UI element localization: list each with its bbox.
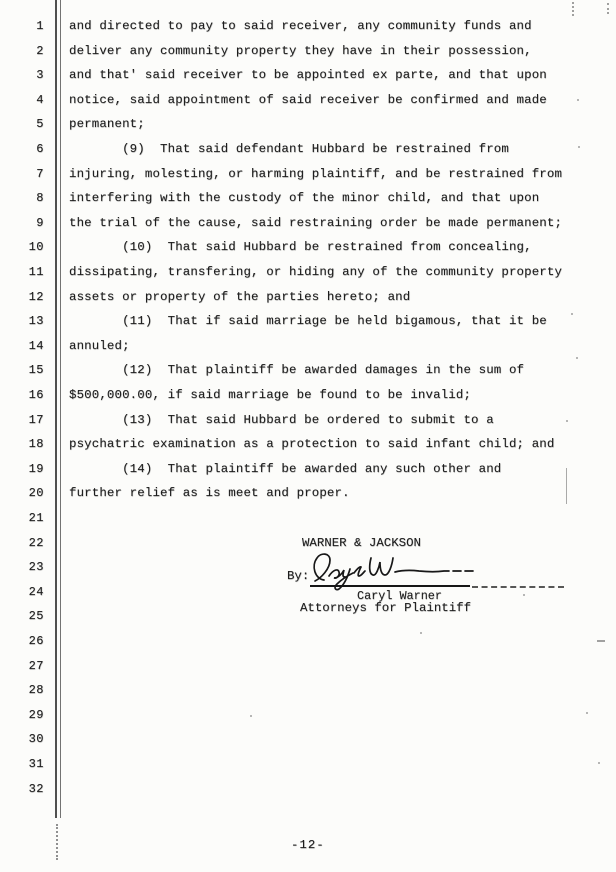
line-text: permanent; bbox=[69, 117, 145, 132]
line-text: and that' said receiver to be appointed ex parte, and that upon bbox=[69, 68, 547, 83]
line-number: 5 bbox=[36, 117, 44, 132]
line-number: 19 bbox=[28, 461, 44, 476]
line-number: 6 bbox=[36, 142, 44, 156]
line-number: 18 bbox=[28, 437, 44, 452]
document-line bbox=[0, 93, 616, 113]
document-line bbox=[0, 290, 616, 310]
document-line bbox=[0, 339, 616, 359]
document-line bbox=[0, 462, 616, 482]
line-text: (14) That plaintiff be awarded any such other and bbox=[69, 461, 502, 476]
line-text: injuring, molesting, or harming plaintiff, and be restrained from bbox=[69, 166, 563, 181]
scan-artifact bbox=[523, 594, 525, 596]
line-number: 20 bbox=[28, 486, 44, 501]
line-number: 25 bbox=[28, 609, 44, 624]
document-line bbox=[0, 683, 616, 703]
line-text: annuled; bbox=[69, 338, 130, 353]
line-number: 11 bbox=[28, 265, 44, 279]
line-text: assets or property of the parties hereto; and bbox=[69, 289, 411, 304]
law-firm-name: WARNER & JACKSON bbox=[302, 536, 421, 550]
margin-rule-tail bbox=[56, 824, 58, 860]
line-number: 27 bbox=[28, 658, 44, 673]
line-number: 10 bbox=[28, 240, 44, 255]
scan-artifact bbox=[566, 468, 567, 504]
scan-artifact bbox=[571, 313, 573, 315]
line-text: further relief as is meet and proper. bbox=[69, 486, 350, 501]
line-text: interfering with the custody of the minor child, and that upon bbox=[69, 191, 540, 206]
document-line bbox=[0, 44, 616, 64]
scan-artifact bbox=[420, 632, 422, 634]
document-line bbox=[0, 142, 616, 162]
line-number: 16 bbox=[28, 388, 44, 402]
page-number: -12- bbox=[291, 838, 325, 852]
line-text: psychatric examination as a protection to said infant child; and bbox=[69, 437, 555, 452]
line-number: 23 bbox=[28, 560, 44, 575]
line-number: 29 bbox=[28, 707, 44, 722]
line-number: 1 bbox=[36, 19, 44, 33]
line-text: (12) That plaintiff be awarded damages in the sum of bbox=[69, 363, 525, 378]
document-line bbox=[0, 757, 616, 777]
document-line bbox=[0, 413, 616, 433]
document-line bbox=[0, 191, 616, 211]
document-line bbox=[0, 388, 616, 408]
line-number: 21 bbox=[28, 511, 44, 525]
document-line bbox=[0, 363, 616, 383]
line-number: 17 bbox=[28, 412, 44, 427]
scan-artifact bbox=[577, 99, 579, 101]
line-text: $500,000.00, if said marriage be found to be invalid; bbox=[69, 388, 472, 402]
document-line bbox=[0, 314, 616, 334]
document-line bbox=[0, 634, 616, 654]
scan-artifact bbox=[597, 640, 605, 642]
typed-signatory-name: Caryl Warner bbox=[357, 589, 442, 603]
scan-artifact bbox=[576, 357, 578, 359]
document-line bbox=[0, 708, 616, 728]
document-line bbox=[0, 782, 616, 802]
document-line bbox=[0, 486, 616, 506]
line-number: 7 bbox=[36, 166, 44, 181]
document-line bbox=[0, 732, 616, 752]
by-label: By: bbox=[287, 569, 310, 583]
line-number: 32 bbox=[28, 781, 44, 796]
line-text: (13) That said Hubbard be ordered to submit to a bbox=[69, 412, 494, 427]
document-line bbox=[0, 117, 616, 137]
line-number: 14 bbox=[28, 338, 44, 353]
document-line bbox=[0, 437, 616, 457]
line-number: 9 bbox=[36, 215, 44, 230]
signature-line bbox=[310, 585, 470, 587]
line-number: 2 bbox=[36, 43, 44, 58]
line-number: 13 bbox=[28, 314, 44, 329]
scan-artifact bbox=[566, 420, 568, 422]
line-text: (10) That said Hubbard be restrained from concealing, bbox=[69, 240, 532, 255]
line-number: 30 bbox=[28, 732, 44, 747]
line-number: 8 bbox=[36, 191, 44, 206]
signature-line-dashed bbox=[472, 586, 564, 588]
line-number: 12 bbox=[28, 289, 44, 304]
line-text: deliver any community property they have in their possession, bbox=[69, 43, 532, 58]
line-number: 31 bbox=[28, 757, 44, 771]
line-number: 22 bbox=[28, 535, 44, 550]
document-line bbox=[0, 68, 616, 88]
line-number: 15 bbox=[28, 363, 44, 378]
scan-artifact bbox=[607, 3, 609, 14]
line-number: 3 bbox=[36, 68, 44, 83]
line-text: (11) That if said marriage be held bigamous, that it be bbox=[69, 314, 547, 329]
document-line bbox=[0, 240, 616, 260]
document-line bbox=[0, 167, 616, 187]
line-text: and directed to pay to said receiver, any community funds and bbox=[69, 19, 532, 33]
scan-artifact bbox=[586, 712, 588, 714]
scan-artifact bbox=[598, 762, 600, 764]
document-line bbox=[0, 511, 616, 531]
line-number: 28 bbox=[28, 683, 44, 698]
line-number: 4 bbox=[36, 92, 44, 107]
scan-artifact bbox=[572, 2, 574, 16]
document-line bbox=[0, 659, 616, 679]
document-line bbox=[0, 265, 616, 285]
document-line bbox=[0, 19, 616, 39]
line-text: the trial of the cause, said restraining order be made permanent; bbox=[69, 215, 563, 230]
line-number: 24 bbox=[28, 584, 44, 599]
document-line bbox=[0, 216, 616, 236]
scan-artifact bbox=[578, 146, 580, 148]
scan-artifact bbox=[250, 715, 252, 717]
line-text: notice, said appointment of said receiver be confirmed and made bbox=[69, 92, 547, 107]
line-text: dissipating, transfering, or hiding any of the community property bbox=[69, 265, 563, 279]
line-number: 26 bbox=[28, 634, 44, 648]
signatory-title: Attorneys for Plaintiff bbox=[300, 601, 472, 615]
line-text: (9) That said defendant Hubbard be restrained from bbox=[69, 142, 509, 156]
